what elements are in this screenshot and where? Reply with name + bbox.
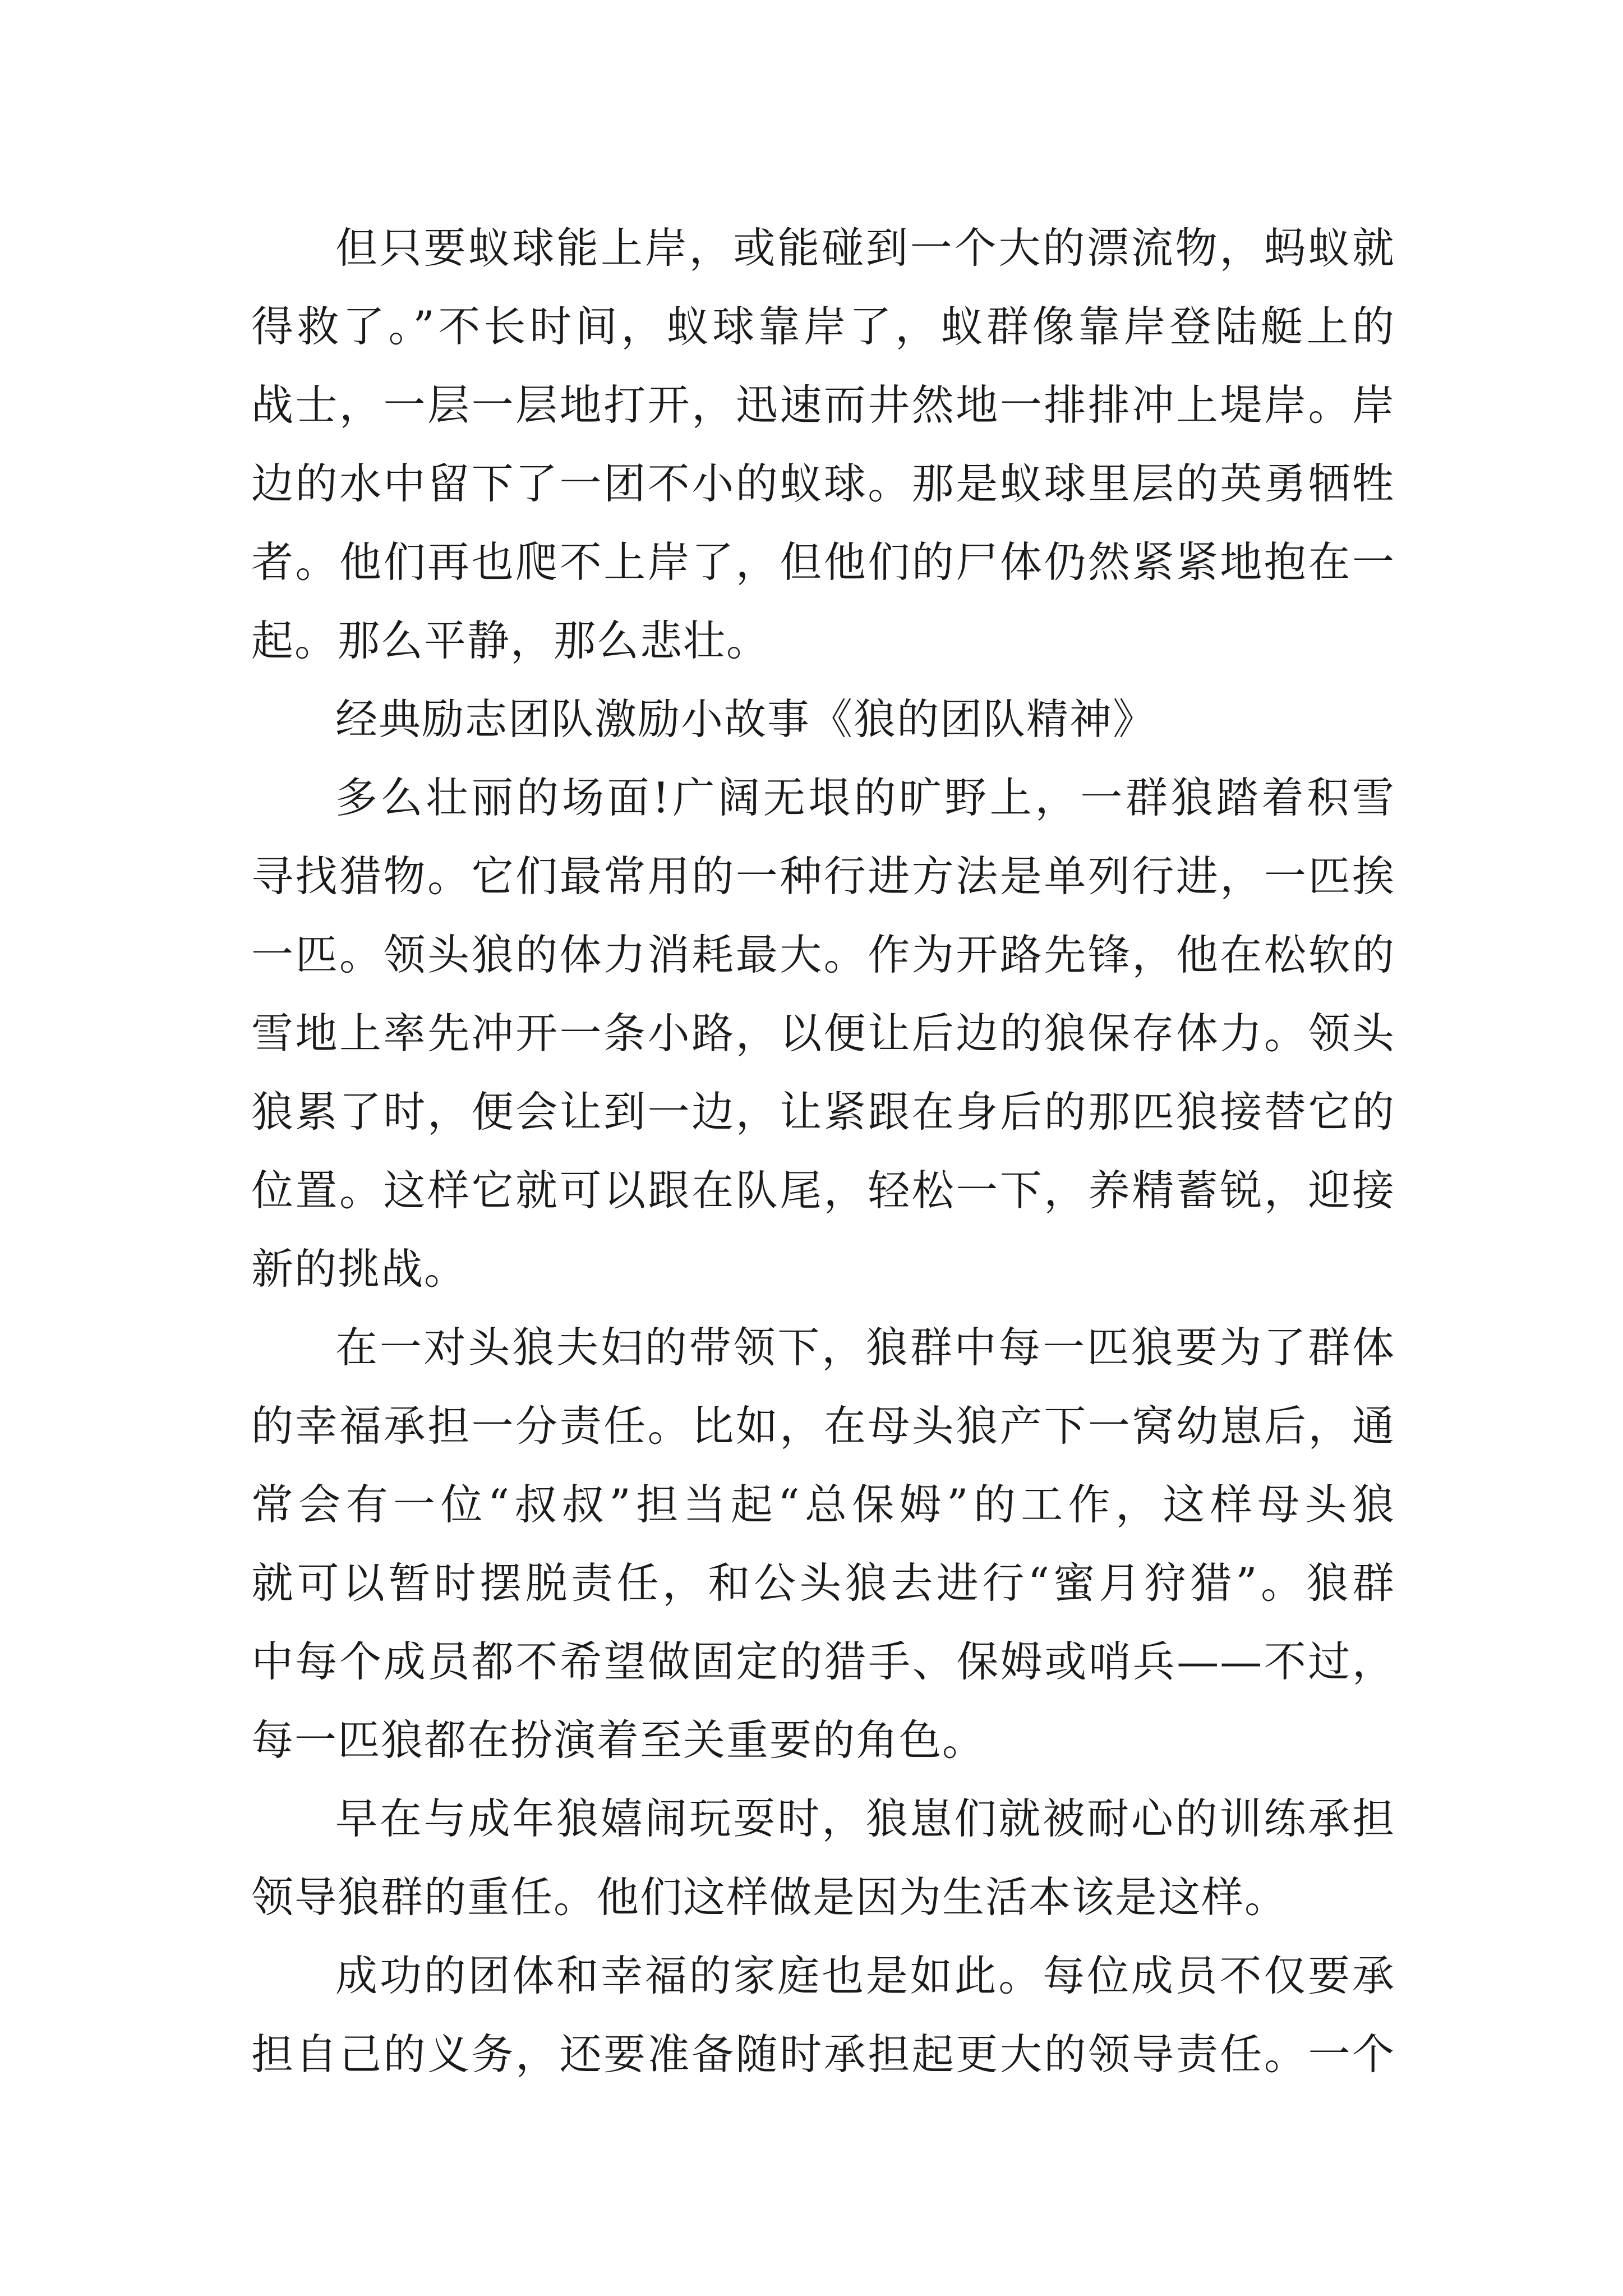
text-line: 得救了。”不长时间，蚁球靠岸了，蚁群像靠岸登陆艇上的 — [251, 302, 1395, 351]
text-line: 者。他们再也爬不上岸了，但他们的尸体仍然紧紧地抱在一 — [251, 537, 1395, 587]
text-line: 新的挑战。 — [251, 1244, 468, 1294]
text-line: 经典励志团队激励小故事《狼的团队精神》 — [335, 694, 1156, 744]
text-line: 领导狼群的重任。他们这样做是因为生活本该是这样。 — [251, 1872, 1288, 1922]
text-line: 担自己的义务，还要准备随时承担起更大的领导责任。一个 — [251, 2030, 1395, 2079]
text-line: 在一对头狼夫妇的带领下，狼群中每一匹狼要为了群体 — [335, 1323, 1395, 1372]
text-line: 位置。这样它就可以跟在队尾，轻松一下，养精蓄锐，迎接 — [251, 1166, 1395, 1215]
text-line: 中每个成员都不希望做固定的猎手、保姆或哨兵——不过， — [251, 1637, 1395, 1686]
text-line: 每一匹狼都在扮演着至关重要的角色。 — [251, 1715, 986, 1765]
text-line: 的幸福承担一分责任。比如，在母头狼产下一窝幼崽后，通 — [251, 1401, 1395, 1451]
text-line: 成功的团体和幸福的家庭也是如此。每位成员不仅要承 — [335, 1951, 1395, 2000]
body-text — [251, 209, 1395, 2093]
text-line: 起。那么平静，那么悲壮。 — [251, 616, 770, 665]
text-line: 早在与成年狼嬉闹玩耍时，狼崽们就被耐心的训练承担 — [335, 1794, 1395, 1843]
text-line: 就可以暂时摆脱责任，和公头狼去进行“蜜月狩猎”。狼群 — [251, 1558, 1395, 1608]
text-line: 一匹。领头狼的体力消耗最大。作为开路先锋，他在松软的 — [251, 930, 1395, 979]
text-line: 边的水中留下了一团不小的蚁球。那是蚁球里层的英勇牺牲 — [251, 459, 1395, 508]
text-line: 雪地上率先冲开一条小路，以便让后边的狼保存体力。领头 — [251, 1009, 1395, 1058]
text-line: 多么壮丽的场面!广阔无垠的旷野上，一群狼踏着积雪 — [335, 773, 1395, 822]
text-line: 寻找猎物。它们最常用的一种行进方法是单列行进，一匹挨 — [251, 852, 1395, 901]
text-line: 战士，一层一层地打开，迅速而井然地一排排冲上堤岸。岸 — [251, 380, 1395, 430]
text-line: 狼累了时，便会让到一边，让紧跟在身后的那匹狼接替它的 — [251, 1087, 1395, 1137]
text-line: 常会有一位“叔叔”担当起“总保姆”的工作，这样母头狼 — [251, 1480, 1395, 1529]
text-line: 但只要蚁球能上岸，或能碰到一个大的漂流物，蚂蚁就 — [335, 223, 1395, 273]
